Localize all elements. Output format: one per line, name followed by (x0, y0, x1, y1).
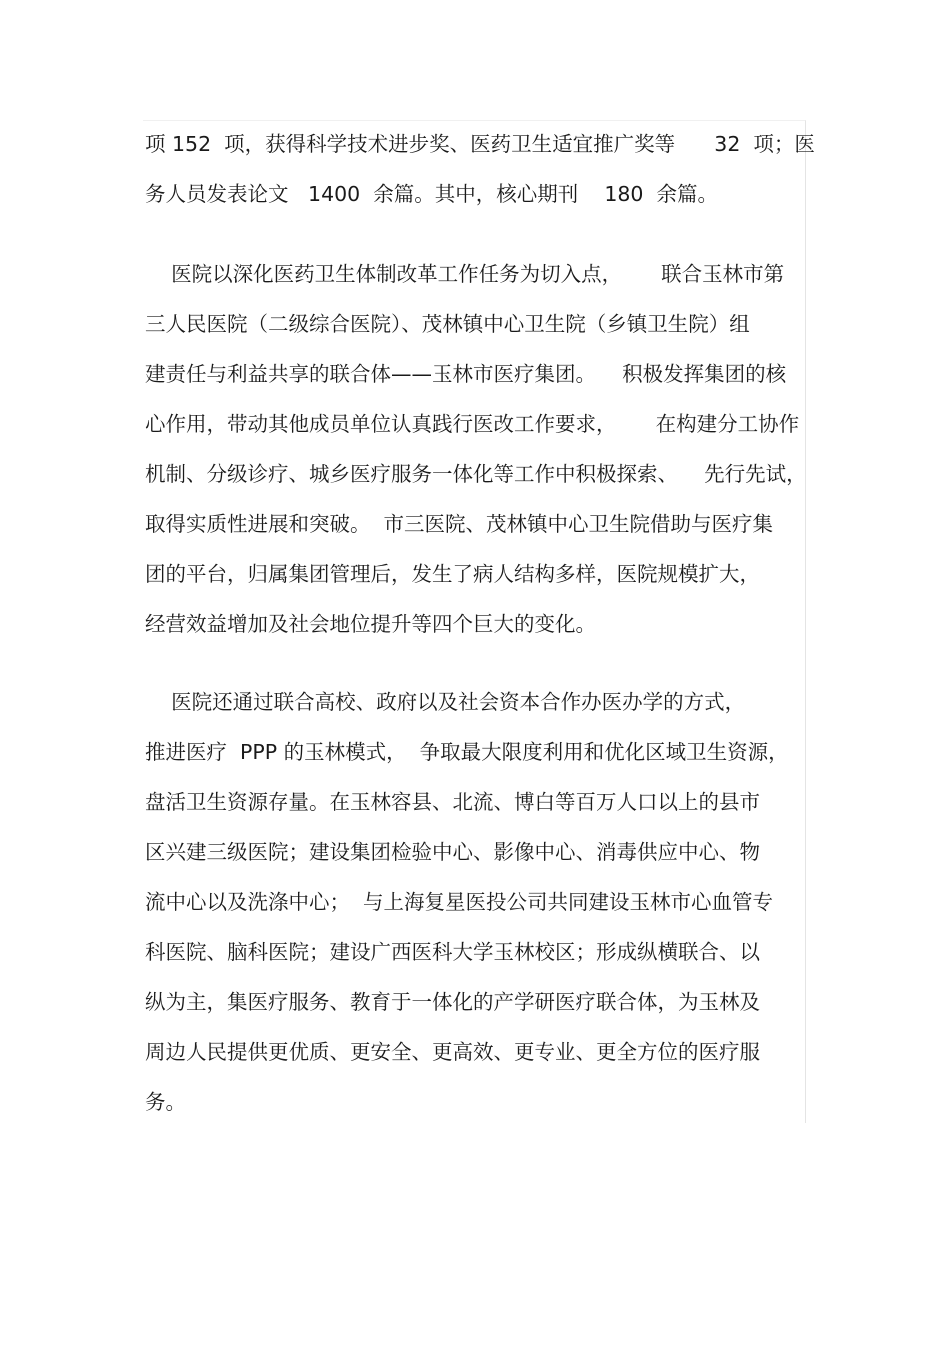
text-line: 流中心以及洗涤中心； 与上海复星医投公司共同建设玉林市心血管专 (145, 890, 774, 914)
text-line: 取得实质性进展和突破。 市三医院、茂林镇中心卫生院借助与医疗集 (145, 512, 774, 536)
text-line: 机制、分级诊疗、城乡医疗服务一体化等工作中积极探索、 先行先试， (145, 462, 807, 486)
text-line: 医院以深化医药卫生体制改革工作任务为切入点， 联合玉林市第 (145, 262, 785, 286)
text-line: 纵为主，集医疗服务、教育于一体化的产学研医疗联合体，为玉林及 (145, 990, 760, 1014)
text-line: 周边人民提供更优质、更安全、更高效、更专业、更全方位的医疗服 (145, 1040, 760, 1064)
text-line: 团的平台，归属集团管理后，发生了病人结构多样，医院规模扩大， (145, 562, 760, 586)
text-line: 务人员发表论文 1400 余篇。其中，核心期刊 180 余篇。 (145, 182, 718, 206)
text-line: 务。 (145, 1090, 186, 1114)
text-line: 区兴建三级医院；建设集团检验中心、影像中心、消毒供应中心、物 (145, 840, 760, 864)
text-line: 科医院、脑科医院；建设广西医科大学玉林校区；形成纵横联合、以 (145, 940, 760, 964)
text-line: 推进医疗 PPP 的玉林模式， 争取最大限度利用和优化区域卫生资源， (145, 740, 789, 764)
text-line: 项 152 项，获得科学技术进步奖、医药卫生适宜推广奖等 32 项；医 (145, 132, 815, 156)
text-line: 医院还通过联合高校、政府以及社会资本合作办医办学的方式， (145, 690, 746, 714)
text-line: 三人民医院（二级综合医院）、茂林镇中心卫生院（乡镇卫生院）组 (145, 312, 750, 336)
text-line: 心作用，带动其他成员单位认真践行医改工作要求， 在构建分工协作 (145, 412, 800, 436)
text-line: 建责任与利益共享的联合体——玉林市医疗集团。 积极发挥集团的核 (145, 362, 787, 386)
text-line: 经营效益增加及社会地位提升等四个巨大的变化。 (145, 612, 596, 636)
text-line: 盘活卫生资源存量。在玉林容县、北流、博白等百万人口以上的县市 (145, 790, 760, 814)
